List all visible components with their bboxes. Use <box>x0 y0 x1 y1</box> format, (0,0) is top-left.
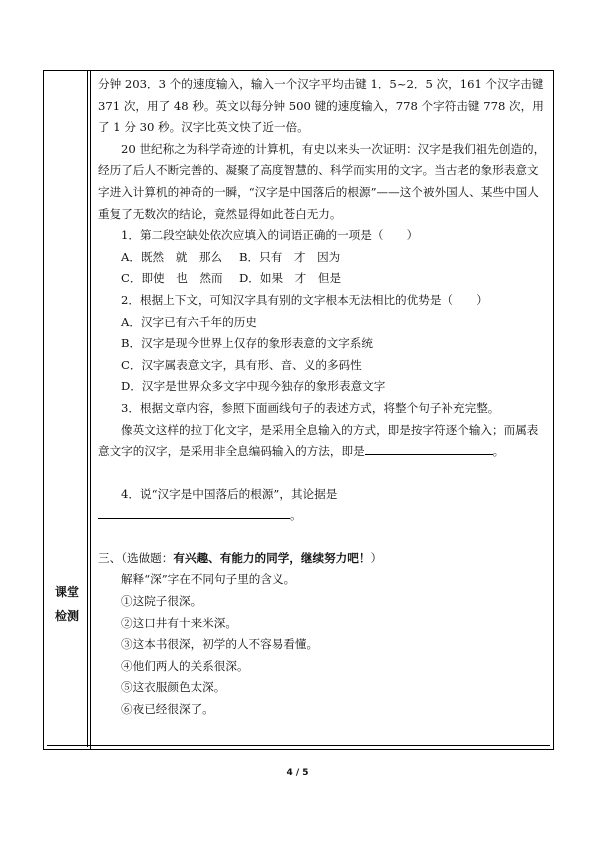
passage-p2: 20 世纪称之为科学奇迹的计算机，有史以来头一次证明：汉字是我们祖先创造的，经历了后人不断完善的、凝聚了高度智慧的、科学而实用的文字。当古老的象形表意文字进入计算机的神奇的一瞬，“汉字是中国落后的根源”——这个被外国人、某些中国人重复了无数次的结论，竟然显得如此苍白无力。 <box>98 141 546 221</box>
q1-option-c: C．即使 也 然而 <box>121 271 223 286</box>
q2-stem: 2．根据上下文，可知汉字具有别的文字根本无法相比的优势是（ ） <box>121 292 488 307</box>
section3-prefix: 三、（选做题： <box>98 550 174 565</box>
q3-answer-blank[interactable] <box>365 442 493 455</box>
q2-option-b: B．汉字是现今世界上仅存的象形表意的文字系统 <box>121 336 373 351</box>
section3-intro: 解释“深”字在不同句子里的含义。 <box>121 572 296 587</box>
section3-bold: 有兴趣、有能力的同学，继续努力吧！ <box>173 550 371 565</box>
section3-item: ④他们两人的关系很深。 <box>121 658 249 673</box>
content-area <box>98 74 548 721</box>
q3-end: 。 <box>492 444 505 459</box>
side-label-line2: 检测 <box>54 609 79 623</box>
q3-body <box>98 420 548 463</box>
section3-item: ②这口井有十来米深。 <box>121 615 237 630</box>
section3-heading <box>98 548 548 570</box>
bottom-double-line <box>47 745 550 746</box>
section3-suffix: ） <box>370 550 383 565</box>
section3-item: ③这本书很深，初学的人不容易看懂。 <box>121 637 319 652</box>
q3-body-text: 像英文这样的拉丁化文字，是采用全息输入的方式，即是按字符逐个输入；而属表意文字的汉字，是采用非全息编码输入的方法，即是 <box>98 422 539 459</box>
section3-item: ⑥夜已经很深了。 <box>121 702 214 717</box>
q4-answer-line <box>98 505 548 527</box>
page-number: 4 / 5 <box>286 768 309 778</box>
side-double-line <box>87 70 88 747</box>
q2-option-d: D．汉字是世界众多文字中现今独存的象形表意文字 <box>121 379 386 394</box>
spacer <box>98 527 548 548</box>
q2-option-c: C．汉字属表意文字，具有形、音、义的多码性 <box>121 357 362 372</box>
q1-option-b: B．只有 才 因为 <box>239 249 341 264</box>
q4-answer-blank[interactable] <box>98 506 290 519</box>
q2-option-a: A．汉字已有六千年的历史 <box>121 314 257 329</box>
q4-end: 。 <box>290 508 302 523</box>
section3-item: ⑤这衣服颜色太深。 <box>121 680 226 695</box>
section3-item: ①这院子很深。 <box>121 594 203 609</box>
q3-stem: 3．根据文章内容，参照下面画线句子的表述方式，将整个句子补充完整。 <box>121 400 500 415</box>
q4-stem: 4．说“汉字是中国落后的根源”，其论据是 <box>121 486 338 501</box>
passage-p1: 分钟 203．3 个的速度输入，输入一个汉字平均击键 1．5~2．5 次，161 个汉字击键 371 次，用了 48 秒。英文以每分钟 500 键的速度输入，778 个字符击键 778 次，用了 1 分 30 秒。汉字比英文快了近一倍。 <box>98 77 544 135</box>
q1-option-d: D．如果 才 但是 <box>239 271 342 286</box>
spacer <box>98 463 548 484</box>
q1-options-row1 <box>98 247 548 269</box>
q1-option-a: A．既然 就 那么 <box>121 249 223 264</box>
q1-options-row2 <box>98 268 548 290</box>
side-label-line1: 课堂 <box>54 585 79 599</box>
side-column <box>43 70 91 750</box>
q1-stem: 1．第二段空缺处依次应填入的词语正确的一项是（ ） <box>121 228 419 243</box>
